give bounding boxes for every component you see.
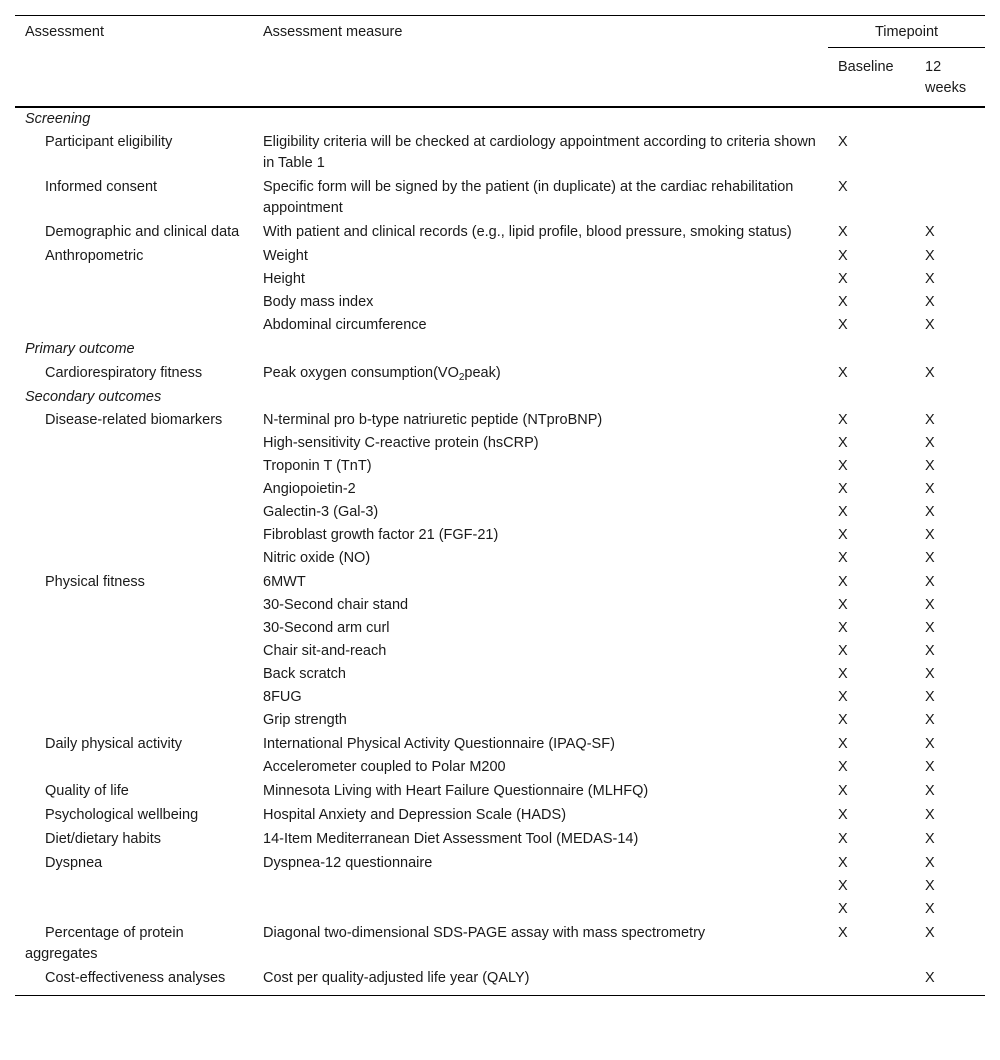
measure-cell: High-sensitivity C-reactive protein (hsCRP) — [263, 435, 539, 451]
measure-cell: Height — [263, 271, 305, 287]
baseline-cell: X — [838, 783, 848, 799]
baseline-cell — [828, 966, 915, 995]
baseline-cell: X — [838, 643, 848, 659]
baseline-cell: X — [838, 458, 848, 474]
weeks-cell — [915, 175, 985, 220]
measure-cell: Fibroblast growth factor 21 (FGF-21) — [263, 527, 499, 543]
header-measure: Assessment measure — [263, 24, 403, 40]
table-row — [15, 732, 985, 756]
measure-cell: Body mass index — [263, 294, 374, 310]
table-row — [15, 827, 985, 851]
weeks-cell: X — [925, 855, 935, 871]
table-row — [15, 640, 985, 663]
table-row — [15, 268, 985, 291]
baseline-cell: X — [838, 248, 848, 264]
assessment-cell: Physical fitness — [45, 574, 145, 590]
table-row — [15, 617, 985, 640]
table-row — [15, 779, 985, 803]
assessment-cell: Cost-effectiveness analyses — [45, 970, 226, 986]
table-header — [15, 16, 985, 108]
measure-cell: 14-Item Mediterranean Diet Assessment Tool (MEDAS-14) — [263, 831, 639, 847]
assessment-cell: Quality of life — [45, 783, 129, 799]
table-row — [15, 361, 985, 385]
table-row — [15, 898, 985, 921]
weeks-cell: X — [925, 412, 935, 428]
measure-cell: 30-Second chair stand — [263, 597, 409, 613]
measure-cell: Chair sit-and-reach — [263, 643, 387, 659]
table-row — [15, 291, 985, 314]
baseline-cell: X — [838, 925, 848, 941]
weeks-cell: X — [925, 597, 935, 613]
measure-cell: Accelerometer coupled to Polar M200 — [263, 759, 506, 775]
weeks-cell: X — [925, 831, 935, 847]
measure-cell: N-terminal pro b-type natriuretic peptide (NTproBNP) — [263, 412, 603, 428]
baseline-cell: X — [838, 736, 848, 752]
weeks-cell: X — [925, 365, 935, 381]
table-row — [15, 175, 985, 220]
header-assessment: Assessment — [25, 24, 104, 40]
header-12-weeks: 12 weeks — [925, 59, 967, 96]
baseline-cell: X — [838, 759, 848, 775]
weeks-cell: X — [925, 901, 935, 917]
measure-cell: Weight — [263, 248, 308, 264]
baseline-cell: X — [838, 550, 848, 566]
baseline-cell: X — [838, 365, 848, 381]
weeks-cell: X — [925, 643, 935, 659]
weeks-cell: X — [925, 527, 935, 543]
baseline-cell: X — [838, 855, 848, 871]
baseline-cell: X — [838, 179, 848, 195]
assessment-cell: Daily physical activity — [45, 736, 182, 752]
baseline-cell: X — [838, 412, 848, 428]
table-row — [15, 875, 985, 898]
measure-cell: Diagonal two-dimensional SDS-PAGE assay with mass spectrometry — [263, 925, 706, 941]
measure-cell: International Physical Activity Questionnaire (IPAQ-SF) — [263, 736, 615, 752]
table-row — [15, 663, 985, 686]
assessment-cell: Diet/dietary habits — [45, 831, 162, 847]
section-screening: Screening — [25, 111, 91, 127]
measure-cell: Peak oxygen $consumption(VO_2peak)$ — [263, 365, 501, 383]
measure-cell: Dyspnea-12 questionnaire — [263, 855, 433, 871]
measure-cell: Angiopoietin-2 — [263, 481, 356, 497]
section-secondary-outcomes: Secondary outcomes — [25, 389, 162, 405]
baseline-cell: X — [838, 831, 848, 847]
measure-cell: 6MWT — [263, 574, 306, 590]
weeks-cell: X — [925, 435, 935, 451]
table-row — [15, 409, 985, 432]
assessment-cell: Informed consent — [45, 179, 158, 195]
baseline-cell: X — [838, 878, 848, 894]
baseline-cell: X — [838, 574, 848, 590]
measure-cell: Eligibility criteria will be checked at cardiology appointment according to criteria shown in Table 1 — [263, 134, 816, 171]
weeks-cell: X — [925, 783, 935, 799]
weeks-cell: X — [925, 620, 935, 636]
weeks-cell: X — [925, 736, 935, 752]
assessment-cell: Disease-related biomarkers — [45, 412, 223, 428]
section-row — [15, 107, 985, 131]
measure-cell: Cost per quality-adjusted life year (QALY) — [263, 970, 530, 986]
assessment-cell: Dyspnea — [45, 855, 103, 871]
table-row — [15, 921, 985, 966]
assessment-table-container — [15, 15, 985, 996]
weeks-cell: X — [925, 550, 935, 566]
assessment-cell: Psychological wellbeing — [45, 807, 199, 823]
table-row — [15, 131, 985, 175]
weeks-cell: X — [925, 759, 935, 775]
assessment-table — [15, 15, 985, 995]
baseline-cell: X — [838, 317, 848, 333]
header-timepoint: Timepoint — [828, 16, 985, 53]
baseline-cell: X — [838, 807, 848, 823]
baseline-cell: X — [838, 294, 848, 310]
baseline-cell: X — [838, 224, 848, 240]
weeks-cell: X — [925, 271, 935, 287]
header-baseline: Baseline — [838, 59, 894, 75]
baseline-cell: X — [838, 689, 848, 705]
assessment-cell: Percentage of protein aggregates — [25, 925, 184, 962]
baseline-cell: X — [838, 481, 848, 497]
assessment-cell: Participant eligibility — [45, 134, 173, 150]
weeks-cell: X — [925, 294, 935, 310]
table-row — [15, 594, 985, 617]
baseline-cell: X — [838, 134, 848, 150]
section-row — [15, 337, 985, 361]
baseline-cell: X — [838, 666, 848, 682]
weeks-cell: X — [925, 574, 935, 590]
measure-cell: Troponin T (TnT) — [263, 458, 372, 474]
baseline-cell: X — [838, 527, 848, 543]
baseline-cell: X — [838, 271, 848, 287]
table-row — [15, 709, 985, 732]
table-row — [15, 756, 985, 779]
weeks-cell: X — [925, 317, 935, 333]
weeks-cell: X — [925, 807, 935, 823]
measure-cell: Nitric oxide (NO) — [263, 550, 371, 566]
baseline-cell: X — [838, 504, 848, 520]
weeks-cell: X — [925, 248, 935, 264]
weeks-cell: X — [925, 689, 935, 705]
weeks-cell: X — [925, 224, 935, 240]
measure-cell: Specific form will be signed by the patient (in duplicate) at the cardiac rehabilitation appointment — [263, 179, 794, 216]
baseline-cell: X — [838, 620, 848, 636]
weeks-cell: X — [925, 666, 935, 682]
weeks-cell: X — [925, 878, 935, 894]
assessment-cell: Demographic and clinical data — [45, 224, 240, 240]
table-row — [15, 314, 985, 337]
measure-cell: Abdominal circumference — [263, 317, 427, 333]
weeks-cell — [915, 131, 985, 175]
assessment-cell: Cardiorespiratory fitness — [45, 365, 203, 381]
table-row — [15, 244, 985, 268]
measure-cell: 8FUG — [263, 689, 302, 705]
table-row — [15, 686, 985, 709]
weeks-cell: X — [925, 925, 935, 941]
measure-cell: With patient and clinical records (e.g., lipid profile, blood pressure, smoking status) — [263, 224, 792, 240]
table-row — [15, 803, 985, 827]
weeks-cell: X — [925, 504, 935, 520]
table-row — [15, 570, 985, 594]
measure-cell: Minnesota Living with Heart Failure Questionnaire (MLHFQ) — [263, 783, 649, 799]
measure-cell: Back scratch — [263, 666, 346, 682]
baseline-cell: X — [838, 712, 848, 728]
table-body — [15, 107, 985, 995]
table-row — [15, 851, 985, 875]
section-primary-outcome: Primary outcome — [25, 341, 135, 357]
measure-cell: Hospital Anxiety and Depression Scale (HADS) — [263, 807, 567, 823]
measure-cell: Galectin-3 (Gal-3) — [263, 504, 379, 520]
weeks-cell: X — [925, 970, 935, 986]
assessment-cell: Anthropometric — [45, 248, 144, 264]
baseline-cell: X — [838, 597, 848, 613]
weeks-cell: X — [925, 712, 935, 728]
table-row — [15, 966, 985, 995]
section-row — [15, 385, 985, 409]
measure-cell: 30-Second arm curl — [263, 620, 390, 636]
baseline-cell: X — [838, 901, 848, 917]
measure-cell: Grip strength — [263, 712, 347, 728]
weeks-cell: X — [925, 458, 935, 474]
weeks-cell: X — [925, 481, 935, 497]
baseline-cell: X — [838, 435, 848, 451]
table-row — [15, 220, 985, 244]
